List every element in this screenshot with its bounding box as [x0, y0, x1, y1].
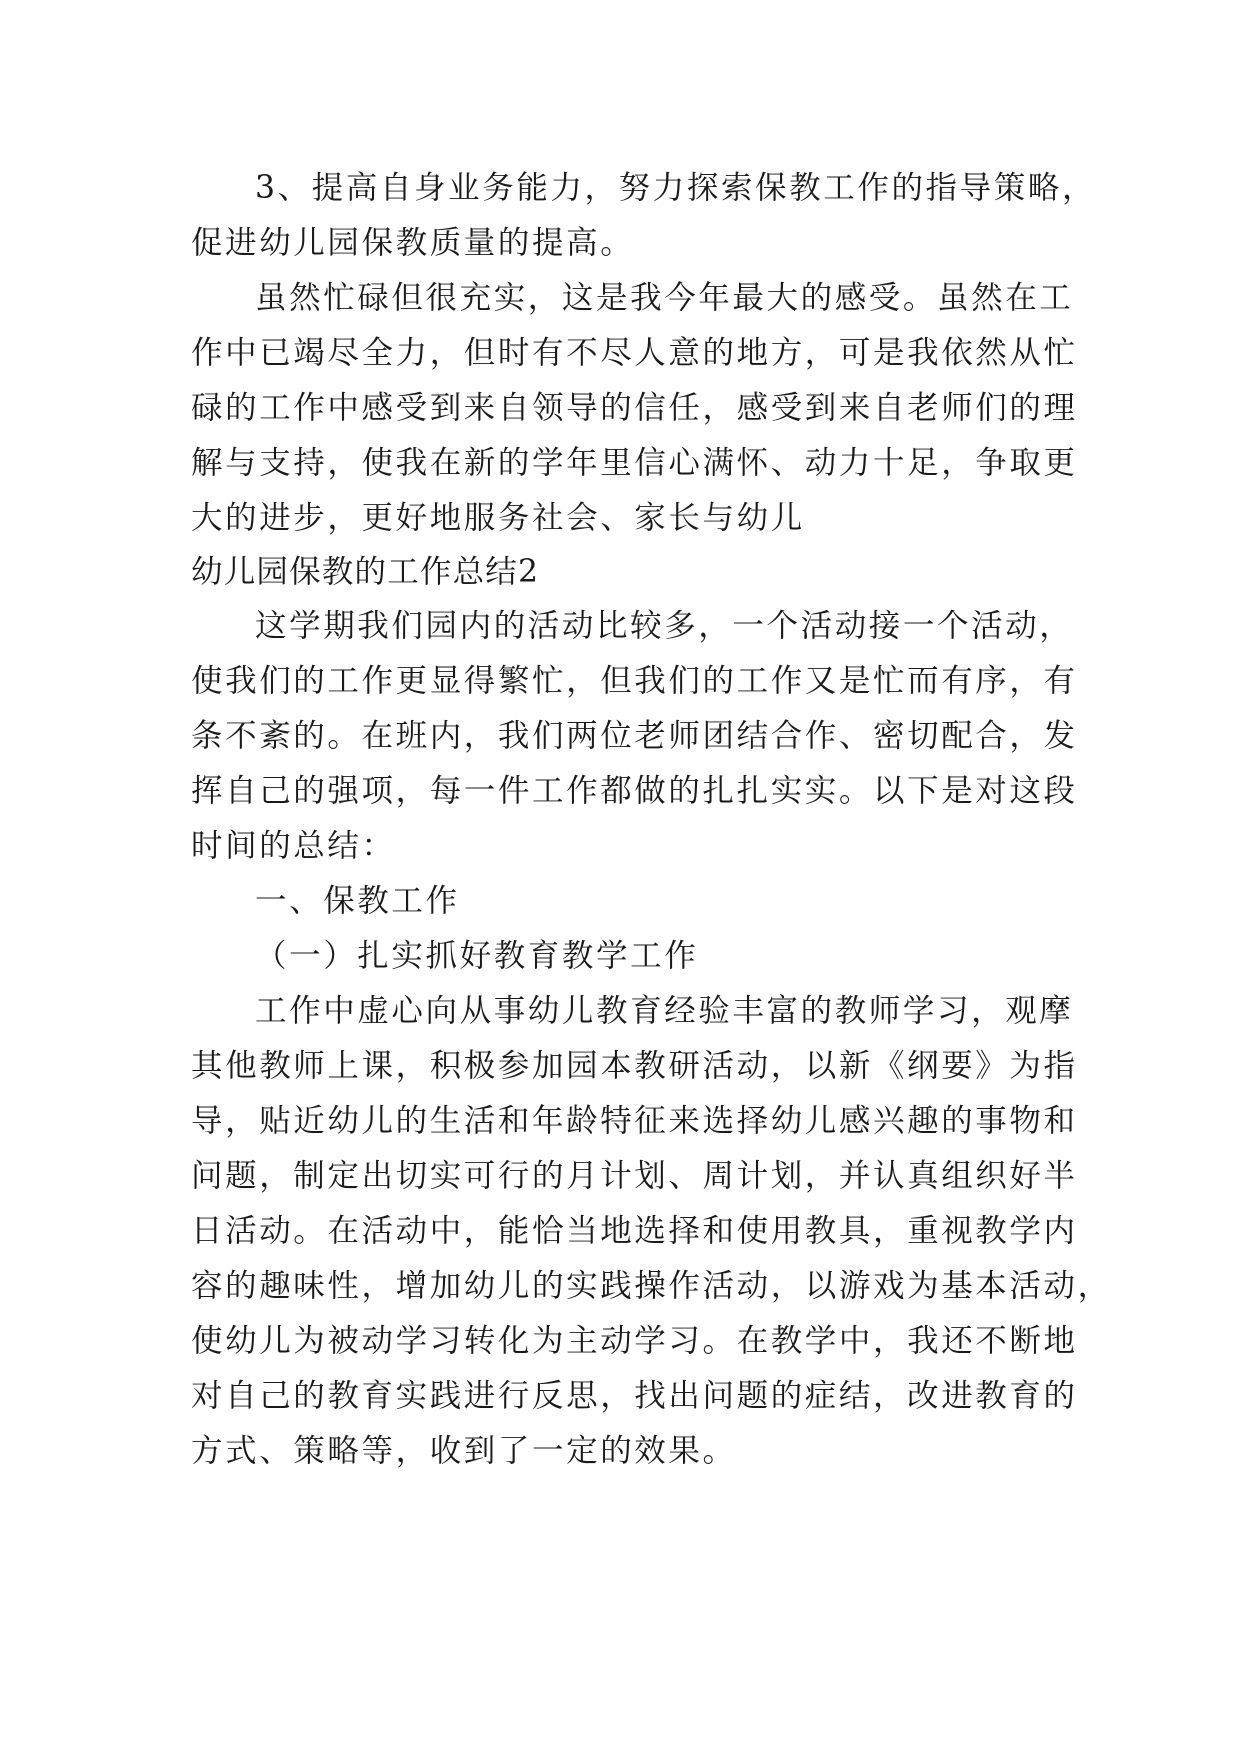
paragraph-line: 工作中虚心向从事幼儿教育经验丰富的教师学习，观摩 [255, 993, 1074, 1029]
paragraph-line: 解与支持，使我在新的学年里信心满怀、动力十足，争取更 [191, 445, 1078, 481]
paragraph-line: 3、提高自身业务能力，努力探索保教工作的指导策略， [255, 170, 1097, 206]
paragraph-line: 大的进步，更好地服务社会、家长与幼儿 [191, 500, 805, 536]
subheading: （一）扎实抓好教育教学工作 [255, 938, 699, 974]
subheading: 一、保教工作 [255, 883, 460, 919]
paragraph-line: 日活动。在活动中，能恰当地选择和使用教具，重视教学内 [191, 1213, 1078, 1249]
paragraph-line: 问题，制定出切实可行的月计划、周计划，并认真组织好半 [191, 1158, 1078, 1194]
paragraph-line: 使我们的工作更显得繁忙，但我们的工作又是忙而有序，有 [191, 663, 1078, 699]
paragraph-line: 条不紊的。在班内，我们两位老师团结合作、密切配合，发 [191, 718, 1078, 754]
paragraph-line: 容的趣味性，增加幼儿的实践操作活动，以游戏为基本活动， [191, 1268, 1112, 1304]
paragraph-line: 对自己的教育实践进行反思，找出问题的症结，改进教育的 [191, 1378, 1078, 1414]
paragraph-line: 方式、策略等，收到了一定的效果。 [191, 1433, 737, 1469]
paragraph-line: 其他教师上课，积极参加园本教研活动，以新《纲要》为指 [191, 1048, 1078, 1084]
section-title: 幼儿园保教的工作总结2 [191, 554, 540, 590]
paragraph-line: 时间的总结： [191, 828, 396, 864]
paragraph-line: 碌的工作中感受到来自领导的信任，感受到来自老师们的理 [191, 390, 1078, 426]
paragraph-line: 使幼儿为被动学习转化为主动学习。在教学中，我还不断地 [191, 1323, 1078, 1359]
paragraph-line: 促进幼儿园保教质量的提高。 [191, 225, 635, 261]
paragraph-line: 挥自己的强项，每一件工作都做的扎扎实实。以下是对这段 [191, 773, 1078, 809]
paragraph-line: 导，贴近幼儿的生活和年龄特征来选择幼儿感兴趣的事物和 [191, 1103, 1078, 1139]
paragraph-line: 这学期我们园内的活动比较多，一个活动接一个活动， [255, 608, 1074, 644]
paragraph-line: 虽然忙碌但很充实，这是我今年最大的感受。虽然在工 [255, 280, 1074, 316]
paragraph-line: 作中已竭尽全力，但时有不尽人意的地方，可是我依然从忙 [191, 335, 1078, 371]
